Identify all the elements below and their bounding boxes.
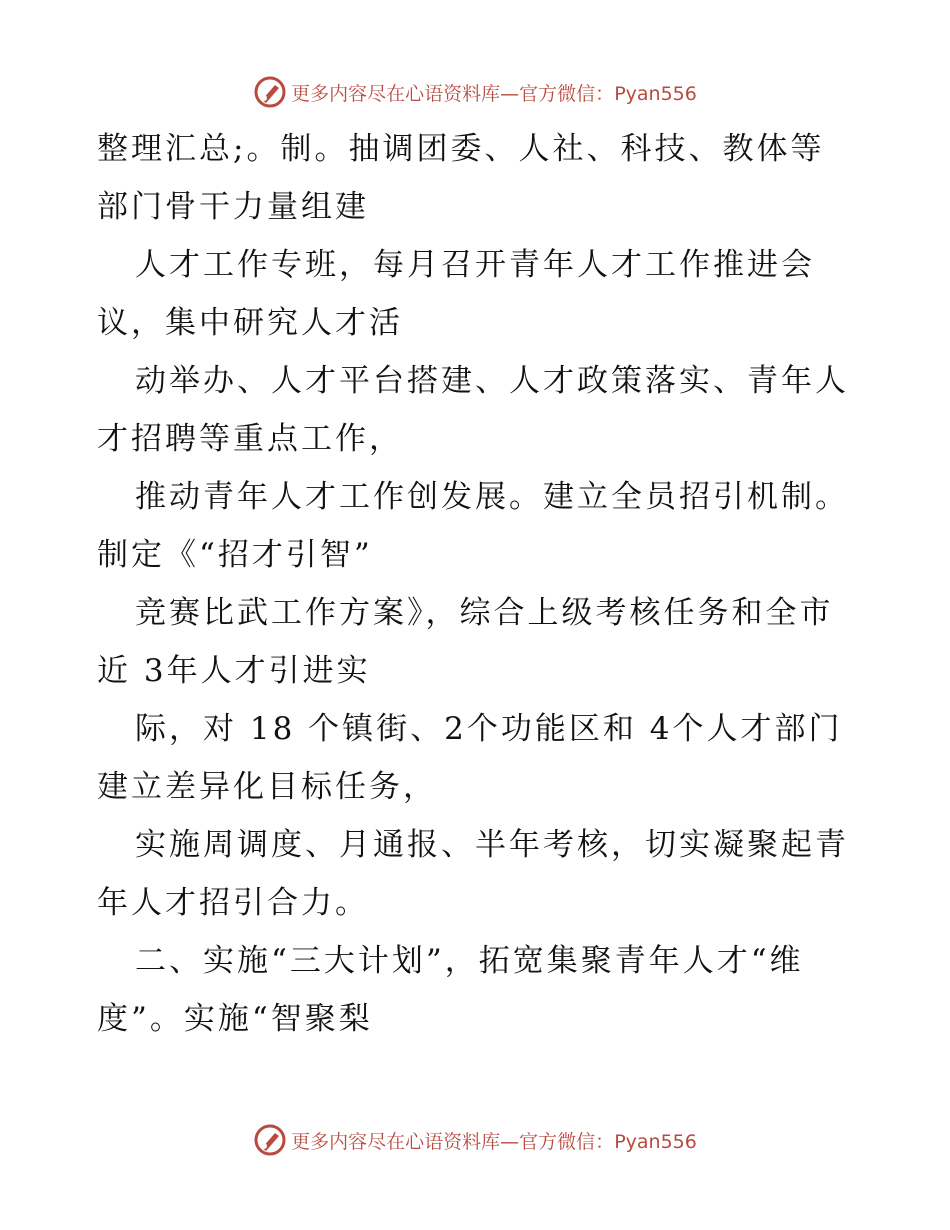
- banner-main-text: 更多内容尽在心语资料库: [291, 82, 501, 105]
- text-line: 近 3年人才引进实: [97, 653, 371, 689]
- pen-logo-icon: [253, 75, 287, 109]
- footer-banner: [0, 1120, 950, 1160]
- text-line: 实施周调度、月通报、半年考核，切实凝聚起青: [135, 827, 849, 863]
- banner-dash: —: [500, 1130, 520, 1153]
- text-line: 动举办、人才平台搭建、人才政策落实、青年人: [135, 363, 849, 399]
- banner-label: 官方微信：: [519, 1130, 615, 1153]
- document-body: [97, 120, 867, 1048]
- text-line: 竞赛比武工作方案》，综合上级考核任务和全市: [135, 595, 834, 631]
- text-line: 年人才招引合力。: [97, 885, 369, 921]
- text-line: 整理汇总;。制。抽调团委、人社、科技、教体等: [97, 131, 825, 167]
- text-line: 人才工作专班，每月召开青年人才工作推进会: [135, 247, 815, 283]
- header-banner: [0, 72, 950, 112]
- banner-dash: —: [500, 82, 520, 105]
- text-line: 部门骨干力量组建: [97, 189, 369, 225]
- banner-account: Pyan556: [614, 1130, 697, 1153]
- banner-label: 官方微信：: [519, 82, 615, 105]
- pen-logo-icon: [253, 1123, 287, 1157]
- text-line: 才招聘等重点工作，: [97, 421, 403, 457]
- text-line: 际，对 18 个镇街、2个功能区和 4个人才部门: [135, 711, 843, 747]
- text-line: 制定《“招才引智”: [97, 537, 373, 573]
- text-line: 二、实施“三大计划”，拓宽集聚青年人才“维: [135, 943, 804, 979]
- text-line: 议，集中研究人才活: [97, 305, 403, 341]
- text-line: 度”。实施“智聚梨: [97, 1001, 373, 1037]
- banner-account: Pyan556: [614, 82, 697, 105]
- text-line: 建立差异化目标任务，: [97, 769, 437, 805]
- banner-main-text: 更多内容尽在心语资料库: [291, 1130, 501, 1153]
- text-line: 推动青年人才工作创发展。建立全员招引机制。: [135, 479, 849, 515]
